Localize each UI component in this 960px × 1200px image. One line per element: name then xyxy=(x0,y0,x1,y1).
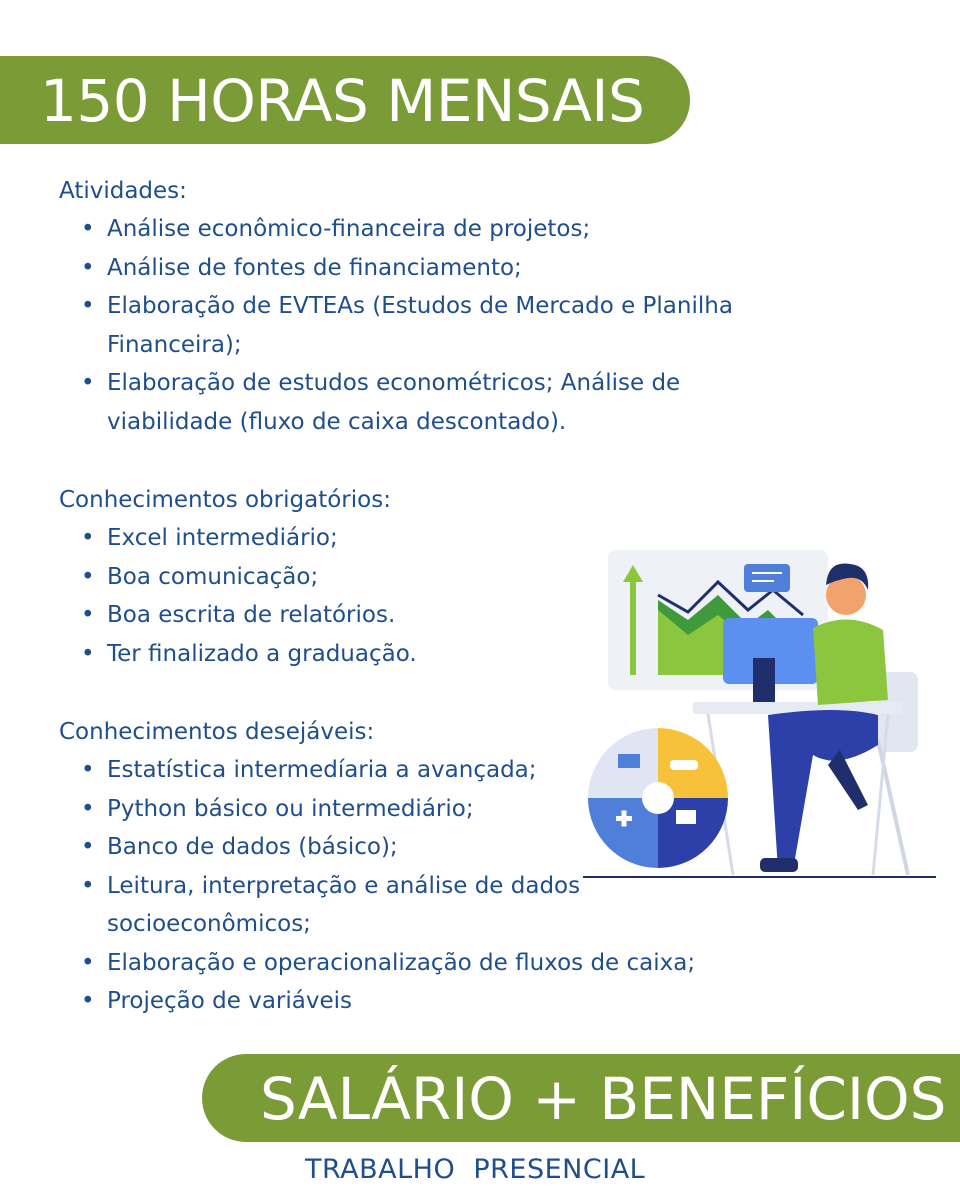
list-item: • Análise de fontes de financiamento; xyxy=(59,249,819,288)
atividades-title: Atividades: xyxy=(59,178,187,204)
list-item: • Elaboração e operacionalização de fluxos de caixa; xyxy=(59,944,819,983)
list-item: • Elaboração de estudos econométricos; Análise de viabilidade (fluxo de caixa descontado). xyxy=(59,364,747,441)
list-item: • Boa escrita de relatórios. xyxy=(59,596,819,635)
up-arrow-icon xyxy=(630,580,636,675)
finance-wheel-icon xyxy=(588,728,728,868)
salary-title: SALÁRIO + BENEFÍCIOS xyxy=(260,1065,947,1133)
list-item: • Leitura, interpretação e análise de dados socioeconômicos; xyxy=(59,867,667,944)
header-banner xyxy=(0,56,690,144)
salary-banner xyxy=(202,1054,960,1142)
list-item: • Projeção de variáveis xyxy=(59,982,819,1021)
shoe-icon xyxy=(760,858,798,872)
desejaveis-title: Conhecimentos desejáveis: xyxy=(59,719,375,745)
man-at-computer-icon xyxy=(578,540,948,885)
list-item: • Elaboração de EVTEAs (Estudos de Mercado e Planilha Financeira); xyxy=(59,287,807,364)
work-mode-text: TRABALHO PRESENCIAL xyxy=(305,1154,646,1185)
obrigatorios-title: Conhecimentos obrigatórios: xyxy=(59,487,391,513)
list-item: • Estatística intermedíaria a avançada; xyxy=(59,751,819,790)
list-item: • Ter finalizado a graduação. xyxy=(59,635,819,674)
atividades-list xyxy=(59,210,819,441)
list-item: • Python básico ou intermediário; xyxy=(59,790,819,829)
list-item: • Boa comunicação; xyxy=(59,558,819,597)
chat-bubble-icon xyxy=(744,564,790,592)
person-shirt xyxy=(813,619,888,705)
person-pants xyxy=(768,710,878,870)
list-item: • Análise econômico-financeira de projetos; xyxy=(59,210,819,249)
page-title: 150 HORAS MENSAIS xyxy=(40,67,645,135)
list-item: • Excel intermediário; xyxy=(59,519,819,558)
list-item: • Banco de dados (básico); xyxy=(59,828,819,867)
